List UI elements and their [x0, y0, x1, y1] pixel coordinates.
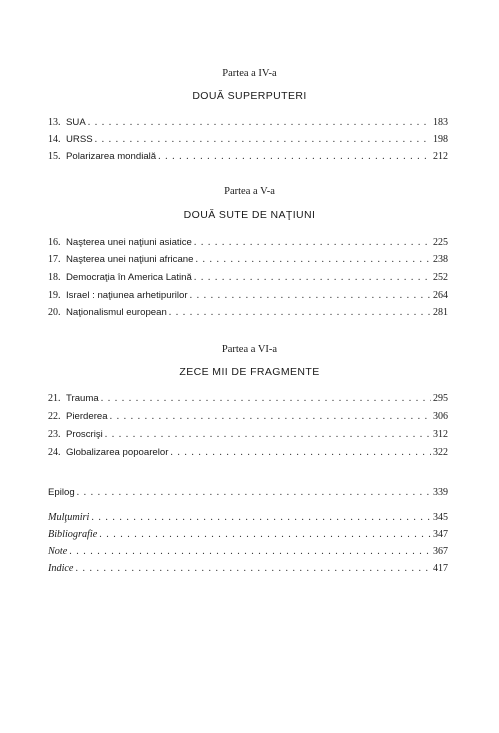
part-label: Partea a VI-a	[221, 344, 278, 355]
entry-title: Naşterea unei naţiuni africane	[66, 254, 194, 265]
entry-page: 238	[433, 254, 448, 265]
entry-page: 367	[433, 546, 448, 557]
dot-leader	[99, 528, 431, 542]
entry-title: Polarizarea mondială	[66, 151, 157, 162]
entry-page: 295	[433, 393, 448, 404]
entry-page: 198	[433, 134, 448, 145]
toc-entry[interactable]	[48, 253, 448, 267]
toc-entry[interactable]	[48, 410, 448, 424]
entry-number: 24.	[48, 447, 61, 458]
entry-number: 19.	[48, 290, 61, 301]
dot-leader	[169, 306, 431, 320]
toc-entry[interactable]	[48, 289, 448, 303]
entry-title: Bibliografie	[48, 529, 98, 540]
toc-entry[interactable]	[48, 428, 448, 442]
part-title: DOUĂ SUTE DE NAŢIUNI	[183, 209, 316, 221]
toc-entry-bibliography[interactable]	[48, 528, 448, 542]
entry-number: 16.	[48, 237, 61, 248]
entry-page: 225	[433, 237, 448, 248]
entry-page: 339	[433, 487, 448, 498]
entry-title: URSS	[66, 134, 93, 145]
entry-title: Democraţia în America Latină	[66, 272, 192, 283]
entry-page: 347	[433, 529, 448, 540]
part-title: ZECE MII DE FRAGMENTE	[179, 366, 320, 378]
entry-number: 13.	[48, 117, 61, 128]
toc-entry-epilog[interactable]	[48, 486, 448, 500]
entry-title: Naţionalismul european	[66, 307, 167, 318]
entry-number: 15.	[48, 151, 61, 162]
entry-page: 312	[433, 429, 448, 440]
toc-entry-index[interactable]	[48, 562, 448, 576]
dot-leader	[77, 486, 431, 500]
entry-number: 23.	[48, 429, 61, 440]
dot-leader	[105, 428, 431, 442]
toc-entry[interactable]	[48, 306, 448, 320]
dot-leader	[190, 289, 431, 303]
entry-page: 264	[433, 290, 448, 301]
entry-number: 22.	[48, 411, 61, 422]
entry-title: Note	[48, 546, 68, 557]
entry-page: 212	[433, 151, 448, 162]
dot-leader	[110, 410, 431, 424]
entry-title: Israel : naţiunea arhetipurilor	[66, 290, 188, 301]
dot-leader	[194, 271, 431, 285]
toc-entry-notes[interactable]	[48, 545, 448, 559]
entry-number: 14.	[48, 134, 61, 145]
entry-title: Trauma	[66, 393, 99, 404]
dot-leader	[101, 392, 431, 406]
entry-title: Epilog	[48, 487, 75, 498]
part-title: DOUĂ SUPERPUTERI	[192, 90, 307, 102]
entry-title: Globalizarea popoarelor	[66, 447, 169, 458]
dot-leader	[75, 562, 431, 576]
toc-entry[interactable]	[48, 236, 448, 250]
entry-number: 18.	[48, 272, 61, 283]
entry-page: 252	[433, 272, 448, 283]
toc-entry[interactable]	[48, 150, 448, 164]
toc-entry[interactable]	[48, 446, 448, 460]
dot-leader	[195, 253, 431, 267]
part-label: Partea a IV-a	[222, 68, 277, 79]
toc-entry-acknowledgements[interactable]	[48, 511, 448, 525]
entry-page: 322	[433, 447, 448, 458]
dot-leader	[69, 545, 431, 559]
entry-title: Mulţumiri	[48, 512, 90, 523]
entry-title: Proscrişi	[66, 429, 103, 440]
toc-entry[interactable]	[48, 133, 448, 147]
entry-page: 183	[433, 117, 448, 128]
dot-leader	[158, 150, 431, 164]
dot-leader	[91, 511, 431, 525]
toc-entry[interactable]	[48, 116, 448, 130]
dot-leader	[170, 446, 431, 460]
entry-number: 21.	[48, 393, 61, 404]
entry-page: 345	[433, 512, 448, 523]
dot-leader	[95, 133, 431, 147]
entry-number: 17.	[48, 254, 61, 265]
entry-title: Indice	[48, 563, 74, 574]
entry-page: 417	[433, 563, 448, 574]
entry-number: 20.	[48, 307, 61, 318]
dot-leader	[194, 236, 431, 250]
dot-leader	[88, 116, 431, 130]
part-label: Partea a V-a	[224, 186, 275, 197]
entry-title: Pierderea	[66, 411, 108, 422]
entry-title: SUA	[66, 117, 86, 128]
toc-entry[interactable]	[48, 271, 448, 285]
toc-entry[interactable]	[48, 392, 448, 406]
entry-page: 281	[433, 307, 448, 318]
entry-page: 306	[433, 411, 448, 422]
entry-title: Naşterea unei naţiuni asiatice	[66, 237, 192, 248]
